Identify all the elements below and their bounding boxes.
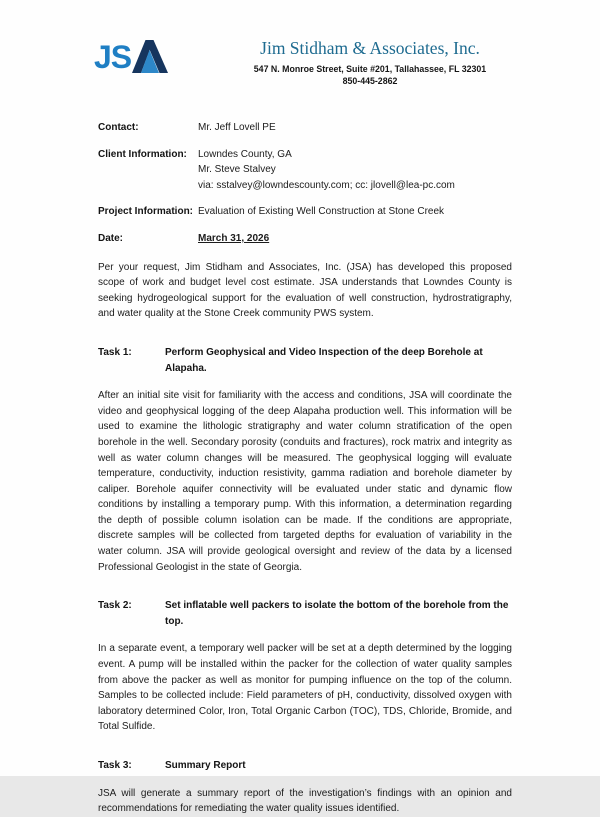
logo-a-icon [132, 40, 172, 73]
task-3-heading [98, 758, 512, 774]
project-info-label: Project Information: [98, 206, 194, 218]
task-1-paragraph: After an initial site visit for familiarity with the access and conditions, JSA will coordinate the video and geophysical logging of the deep Alapaha production well. This information will be used to examine the lithologic stratigraphy and water column stratification of the open borehole in the well. Secondary porosity (conduits and fractures), rock matrix and integrity as well as water column changes will be measured. The geophysical logging will evaluate temperature, conductivity, induction resistivity, gamma radiation and borehole diameter by caliper. Borehole aquifer connectivity will be evaluated under static and dynamic flow conditions by installing a temporary pump. With this information, a determination regarding the depth of possible column isolation can be made. If the conditions are appropriate, discrete samples will be collected from targeted depths for evaluation of variability in the water column. JSA will provide geological oversight and review of the data by a licensed Professional Geologist in the state of Georgia. [98, 390, 512, 573]
client-info-row [98, 147, 512, 194]
date-label: Date: [98, 232, 124, 244]
task-3-paragraph: JSA will generate a summary report of the investigation’s findings with an opinion and recommendations for remediating the water quality issues identified. [98, 787, 512, 815]
task-2-label: Task 2: [98, 600, 132, 612]
company-logo [94, 40, 172, 73]
task-2-paragraph: In a separate event, a temporary well packer will be set at a depth determined by the logging event. A pump will be installed within the packer for the collection of water quality samples from above the packer as well as monitor for pumping influence on the top of the column. Samples to be collected include: Field parameters of pH, conductivity, dissolved oxygen with laboratory determined Color, Iron, Total Organic Carbon (TOC), TDS, Chloride, Bromide, and Total Sulfide. [98, 643, 512, 733]
task-1-label: Task 1: [98, 346, 132, 358]
letterhead [94, 38, 512, 102]
date-value: March 31, 2026 [198, 232, 270, 244]
task-3-title: Summary Report [165, 760, 246, 771]
date-value-wrap [198, 231, 512, 247]
project-description: Evaluation of Existing Well Construction at Stone Creek [198, 206, 445, 218]
info-block [98, 120, 512, 247]
contact-row [98, 120, 512, 136]
project-info-value [198, 204, 512, 220]
client-line-1: Lowndes County, GA [198, 148, 292, 160]
contact-name: Mr. Jeff Lovell PE [198, 122, 276, 133]
intro-paragraph: Per your request, Jim Stidham and Associates, Inc. (JSA) has developed this proposed scope of work and budget level cost estimate. JSA understands that Lowndes County is seeking hydrogeological support for the evaluation of well construction, hydrostratigraphy, and water quality at the Stone Creek community PWS system. [98, 261, 512, 320]
company-name: Jim Stidham & Associates, Inc. [260, 38, 480, 58]
task-2-title: Set inflatable well packers to isolate the bottom of the borehole from the top. [165, 600, 509, 627]
client-line-2: Mr. Steve Stalvey [198, 164, 276, 176]
contact-value [198, 120, 512, 136]
task-1-title: Perform Geophysical and Video Inspection of the deep Borehole at Alapaha. [165, 346, 483, 374]
company-phone: 850-445-2862 [342, 76, 398, 86]
letterhead-text [228, 38, 512, 87]
task-3-label: Task 3: [98, 760, 132, 771]
project-info-row [98, 204, 512, 220]
task-1-heading [98, 345, 512, 376]
client-info-label: Client Information: [98, 148, 187, 160]
task-2-heading [98, 598, 512, 629]
date-row [98, 231, 512, 247]
client-info-value [198, 147, 512, 194]
client-line-3: via: sstalvey@lowndescounty.com; cc: jlovell@lea-pc.com [198, 179, 455, 191]
logo-js-text: JS [94, 39, 132, 75]
contact-label: Contact: [98, 122, 139, 133]
company-address: 547 N. Monroe Street, Suite #201, Tallahassee, FL 32301 [253, 64, 487, 74]
